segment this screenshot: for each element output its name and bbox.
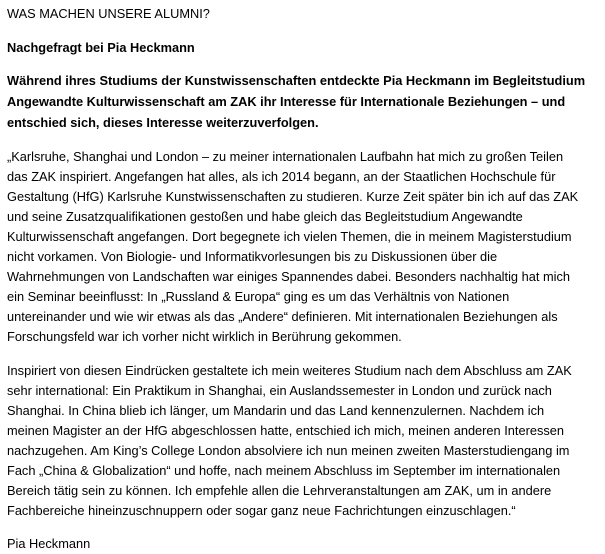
article-title: Nachgefragt bei Pia Heckmann bbox=[7, 40, 195, 55]
lead-line: Während ihres Studiums der Kunstwissenschaften entdeckte Pia Heckmann im Begleitstudium bbox=[7, 73, 586, 88]
paragraph-line: sehr international: Ein Praktikum in Shanghai, ein Auslandssemester in London und zurück nach bbox=[7, 383, 552, 398]
paragraph-line: das ZAK inspiriert. Angefangen hat alles, als ich 2014 begann, an der Staatlichen Hochschule für bbox=[7, 169, 556, 184]
lead-paragraph bbox=[7, 71, 603, 134]
lead-line: Angewandte Kulturwissenschaft am ZAK ihr Interesse für Internationale Beziehungen – und bbox=[7, 94, 566, 109]
paragraph-line: „Karlsruhe, Shanghai und London – zu meiner internationalen Laufbahn hat mich zu großen Teilen bbox=[7, 149, 564, 164]
lead-line: entschied sich, dieses Interesse weiterzuverfolgen. bbox=[7, 115, 319, 130]
paragraph-line: nachzugehen. Am King’s College London absolviere ich nun meinen zweiten Masterstudiengang im bbox=[7, 443, 570, 458]
paragraph-line: nicht vorkamen. Von Biologie- und Informatikvorlesungen bis zu Diskussionen über die bbox=[7, 249, 498, 264]
kicker: WAS MACHEN UNSERE ALUMNI? bbox=[7, 6, 210, 21]
paragraph-line: Fach „China & Globalization“ und hoffe, nach meinem Abschluss im September im internationalen bbox=[7, 463, 561, 478]
document bbox=[7, 4, 603, 554]
paragraph-line: Fachbereiche hineinzuschnuppern oder sogar ganz neue Fachrichtungen einzuschlagen.“ bbox=[7, 503, 516, 518]
paragraph-line: Wahrnehmungen von Landschaften war einiges Spannendes dabei. Besonders nachhaltig hat mich bbox=[7, 269, 570, 284]
paragraph-line: Shanghai. In China blieb ich länger, um Mandarin und das Land kennenzulernen. Nachdem ich bbox=[7, 403, 545, 418]
paragraph-line: Forschungsfeld war ich vorher nicht wirklich in Berührung gekommen. bbox=[7, 329, 402, 344]
paragraph-line: meinen Magister an der HfG abgeschlossen hatte, entschied ich mich, meinen anderen Interessen bbox=[7, 423, 564, 438]
paragraph-line: ein Seminar beeinflusst: In „Russland & Europa“ ging es um das Verhältnis von Nationen bbox=[7, 289, 510, 304]
body-paragraph-2 bbox=[7, 361, 603, 521]
paragraph-line: und seine Zusatzqualifikationen gestoßen und habe gleich das Begleitstudium Angewandte bbox=[7, 209, 523, 224]
signature: Pia Heckmann bbox=[7, 536, 91, 551]
paragraph-line: Bereich tätig sein zu können. Ich empfehle allen die Lehrveranstaltungen am ZAK, um in andere bbox=[7, 483, 552, 498]
paragraph-line: Gestaltung (HfG) Karlsruhe Kunstwissenschaften zu studieren. Kurze Zeit später bin ich auf das ZAK bbox=[7, 189, 579, 204]
body-paragraph-1 bbox=[7, 147, 603, 347]
paragraph-line: Kulturwissenschaft angefangen. Dort begegnete ich vielen Themen, die in meinem Magisterstudium bbox=[7, 229, 572, 244]
paragraph-line: Inspiriert von diesen Eindrücken gestaltete ich mein weiteres Studium nach dem Abschluss am ZAK bbox=[7, 363, 572, 378]
paragraph-line: untereinander und wie wir etwas als das „Andere“ definieren. Mit internationalen Beziehungen als bbox=[7, 309, 558, 324]
